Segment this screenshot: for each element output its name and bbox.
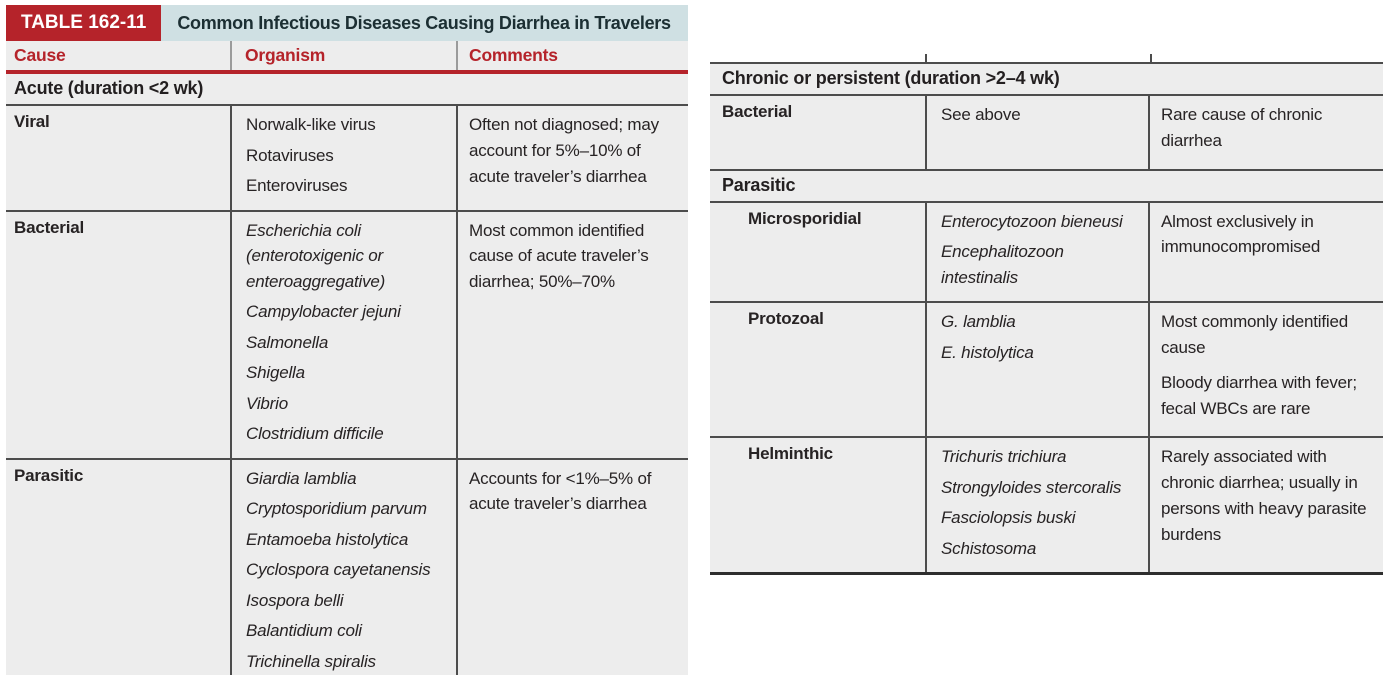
cell-comments [1150, 303, 1383, 436]
table-row-viral [6, 106, 688, 212]
comment-text: Often not diagnosed; may account for 5%–10% of acute traveler’s diarrhea [469, 115, 659, 186]
table-row-parasitic [6, 460, 688, 675]
cell-cause: Helminthic [748, 444, 833, 464]
comment-text: Most commonly identified cause [1161, 312, 1348, 357]
cell-organism [230, 106, 458, 210]
organism-name: G. lamblia [941, 312, 1016, 332]
column-header-row [6, 41, 688, 70]
organism-name: Entamoeba histolytica [246, 529, 409, 549]
table-right-half [710, 0, 1383, 575]
organism-name: Salmonella [246, 332, 329, 352]
table-row-helminthic [710, 438, 1383, 575]
column-divider-stub [925, 54, 927, 62]
table-title: Common Infectious Diseases Causing Diarrhea in Travelers [161, 5, 688, 41]
cell-comments [458, 460, 688, 675]
organism-name: Norwalk-like virus [246, 115, 376, 134]
table-header-band [6, 5, 688, 41]
cell-comments [458, 212, 688, 458]
organism-name: Enteroviruses [246, 176, 348, 195]
organism-name: Strongyloides stercoralis [941, 477, 1122, 497]
continued-column-divider-stubs [710, 54, 1383, 64]
cell-comments [458, 106, 688, 210]
comment-text: Most common identified cause of acute traveler’s diarrhea; 50%–70% [469, 220, 649, 292]
comment-text: Rare cause of chronic diarrhea [1161, 105, 1323, 150]
table-row-microsporidial [710, 203, 1383, 304]
table-number-tag: TABLE 162-11 [6, 5, 161, 41]
organism-name: Cyclospora cayetanensis [246, 560, 431, 579]
organism-name: Trichuris trichiura [941, 447, 1067, 467]
cell-organism [925, 438, 1150, 572]
organism-name: Clostridium difficile [246, 424, 384, 443]
cell-cause: Bacterial [14, 217, 85, 237]
organism-name: Encephalitozoon intestinalis [941, 242, 1064, 287]
cell-organism [925, 203, 1150, 302]
organism-name: Escherichia coli (enterotoxigenic or enteroaggregative) [246, 220, 386, 291]
col-header-cause: Cause [14, 45, 66, 65]
comment-text: Rarely associated with chronic diarrhea; usually in persons with heavy parasite burdens [1161, 447, 1367, 544]
table-row-bacterial [6, 212, 688, 460]
cell-cause: Viral [14, 112, 50, 131]
cell-comments [1150, 438, 1383, 572]
comment-text: Bloody diarrhea with fever; fecal WBCs are rare [1161, 372, 1357, 418]
section-heading-parasitic: Parasitic [710, 171, 1383, 203]
column-divider-stub [1150, 54, 1152, 62]
cell-organism [925, 303, 1150, 436]
organism-name: Vibrio [246, 393, 288, 413]
organism-name: Fasciolopsis buski [941, 508, 1076, 528]
section-heading-acute: Acute (duration <2 wk) [6, 74, 688, 106]
table-left-half [6, 0, 688, 675]
organism-name: See above [941, 105, 1021, 124]
comment-text: Accounts for <1%–5% of acute traveler’s diarrhea [469, 468, 652, 514]
cell-cause: Parasitic [14, 465, 84, 485]
comment-text: Almost exclusively in immunocompromised [1161, 211, 1321, 257]
organism-name: Isospora belli [246, 590, 344, 610]
cell-cause: Protozoal [748, 309, 824, 329]
organism-name: Rotaviruses [246, 145, 334, 165]
table-row-chronic-bacterial [710, 96, 1383, 171]
cell-comments [1150, 96, 1383, 169]
organism-name: Enterocytozoon bieneusi [941, 211, 1123, 231]
cell-comments [1150, 203, 1383, 302]
organism-name: Schistosoma [941, 538, 1037, 558]
cell-organism [230, 460, 458, 675]
cell-organism [230, 212, 458, 458]
organism-name: Trichinella spiralis [246, 651, 376, 671]
section-heading-chronic: Chronic or persistent (duration >2–4 wk) [710, 64, 1383, 96]
organism-name: E. histolytica [941, 342, 1034, 362]
organism-name: Campylobacter jejuni [246, 302, 401, 321]
organism-name: Shigella [246, 363, 305, 382]
organism-name: Cryptosporidium parvum [246, 499, 427, 518]
cell-cause: Microsporidial [748, 208, 862, 228]
table-row-protozoal [710, 303, 1383, 438]
organism-name: Balantidium coli [246, 621, 362, 640]
cell-cause: Bacterial [722, 102, 793, 121]
organism-name: Giardia lamblia [246, 468, 357, 488]
col-header-comments: Comments [469, 45, 558, 65]
cell-organism [925, 96, 1150, 169]
col-header-organism: Organism [230, 41, 458, 70]
